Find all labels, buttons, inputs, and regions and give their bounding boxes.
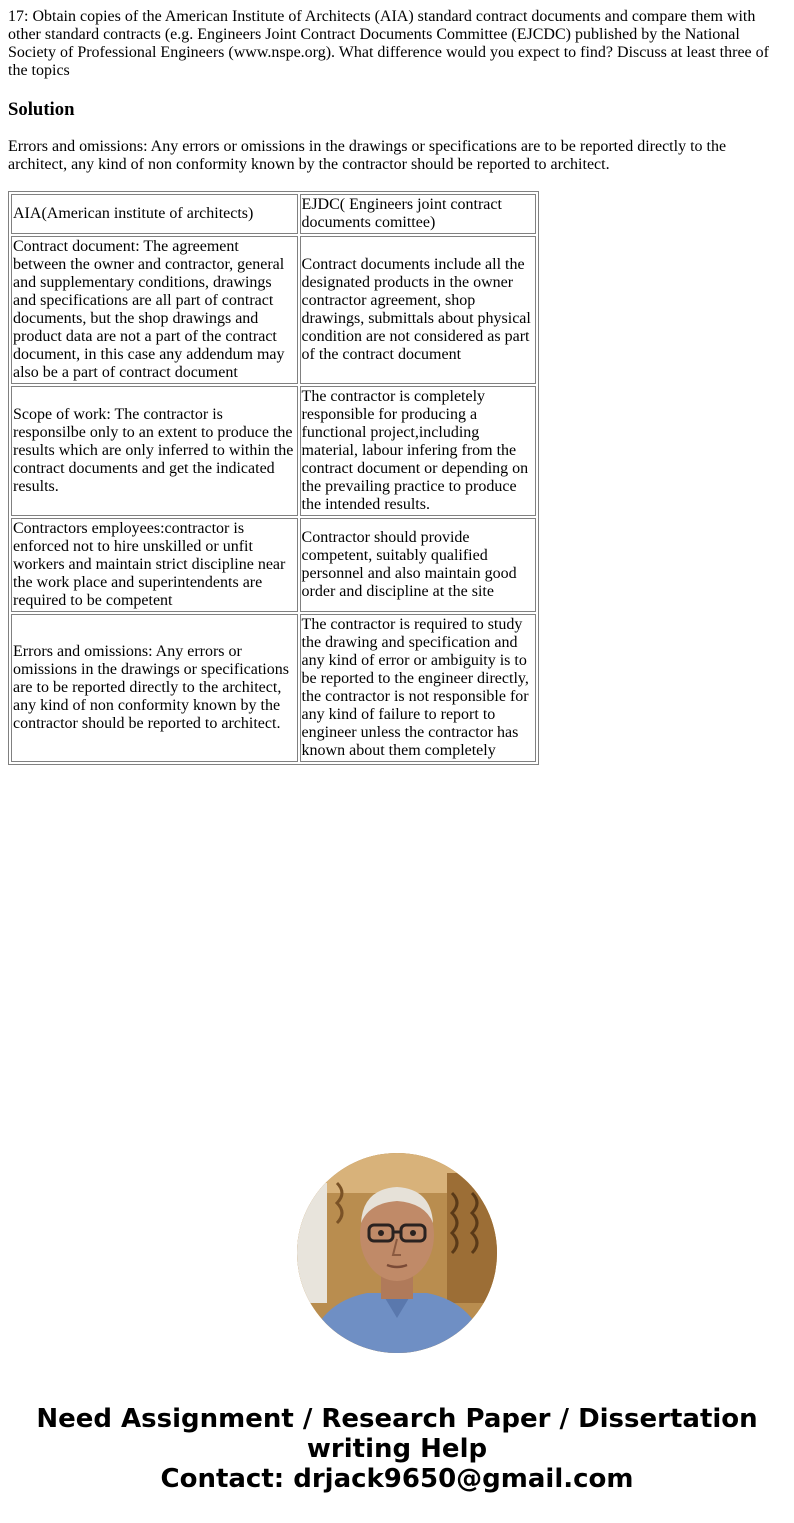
promo-line-1: Need Assignment / Research Paper / Dissertation: [36, 1404, 758, 1434]
cell-ejdc-contract-document: Contract documents include all the designated products in the owner contractor agreement, shop drawings, submittals about physical condition are not considered as part of the contract document: [300, 236, 536, 384]
table-row: [11, 386, 536, 516]
promo-line-2: writing Help: [306, 1434, 488, 1464]
table-row: [11, 614, 536, 762]
solution-heading: Solution: [8, 99, 75, 120]
promo-contact: Contact: drjack9650@gmail.com: [160, 1464, 634, 1494]
table-row: [11, 236, 536, 384]
cell-ejdc-contractors-employees: Contractor should provide competent, suitably qualified personnel and also maintain good order and discipline at the site: [300, 518, 536, 612]
table-header-row: [11, 194, 536, 234]
cell-ejdc-scope-of-work: The contractor is completely responsible for producing a functional project,including material, labour infering from the contract document or depending on the prevailing practice to produce the intended results.: [300, 386, 536, 516]
cell-ejdc-errors-omissions: The contractor is required to study the drawing and specification and any kind of error or ambiguity is to be reported to the engineer directly, the contractor is not responsible for any kind of failure to report to engineer unless the contractor has known about them completely: [300, 614, 536, 762]
header-cell-ejdc: EJDC( Engineers joint contract documents comittee): [300, 194, 536, 234]
cell-aia-contract-document: Contract document: The agreement between the owner and contractor, general and supplementary conditions, drawings and specifications are all part of contract documents, but the shop drawings and product data are not a part of the contract document, in this case any addendum may also be a part of contract document: [11, 236, 298, 384]
cell-aia-errors-omissions: Errors and omissions: Any errors or omissions in the drawings or specifications are to be reported directly to the architect, any kind of non conformity known by the contractor should be reported to architect.: [11, 614, 298, 762]
header-cell-aia: AIA(American institute of architects): [11, 194, 298, 234]
solution-intro: Errors and omissions: Any errors or omissions in the drawings or specifications are to be reported directly to the architect, any kind of non conformity known by the contractor should be reported to architect.: [8, 138, 727, 173]
table-row: [11, 518, 536, 612]
cell-aia-contractors-employees: Contractors employees:contractor is enforced not to hire unskilled or unfit workers and maintain strict discipline near the work place and superintendents are required to be competent: [11, 518, 298, 612]
comparison-table: [8, 191, 539, 765]
portrait-illustration: [297, 1153, 497, 1353]
question-text: 17: Obtain copies of the American Institute of Architects (AIA) standard contract documents and compare them with other standard contracts (e.g. Engineers Joint Contract Documents Committee (EJCDC) published by the National Society of Professional Engineers (www.nspe.org). What difference would you expect to find? Discuss at least three of the topics: [8, 8, 769, 79]
author-avatar: [297, 1153, 497, 1353]
promo-banner: [0, 1404, 794, 1494]
cell-aia-scope-of-work: Scope of work: The contractor is responsilbe only to an extent to produce the results which are only inferred to within the contract documents and get the indicated results.: [11, 386, 298, 516]
